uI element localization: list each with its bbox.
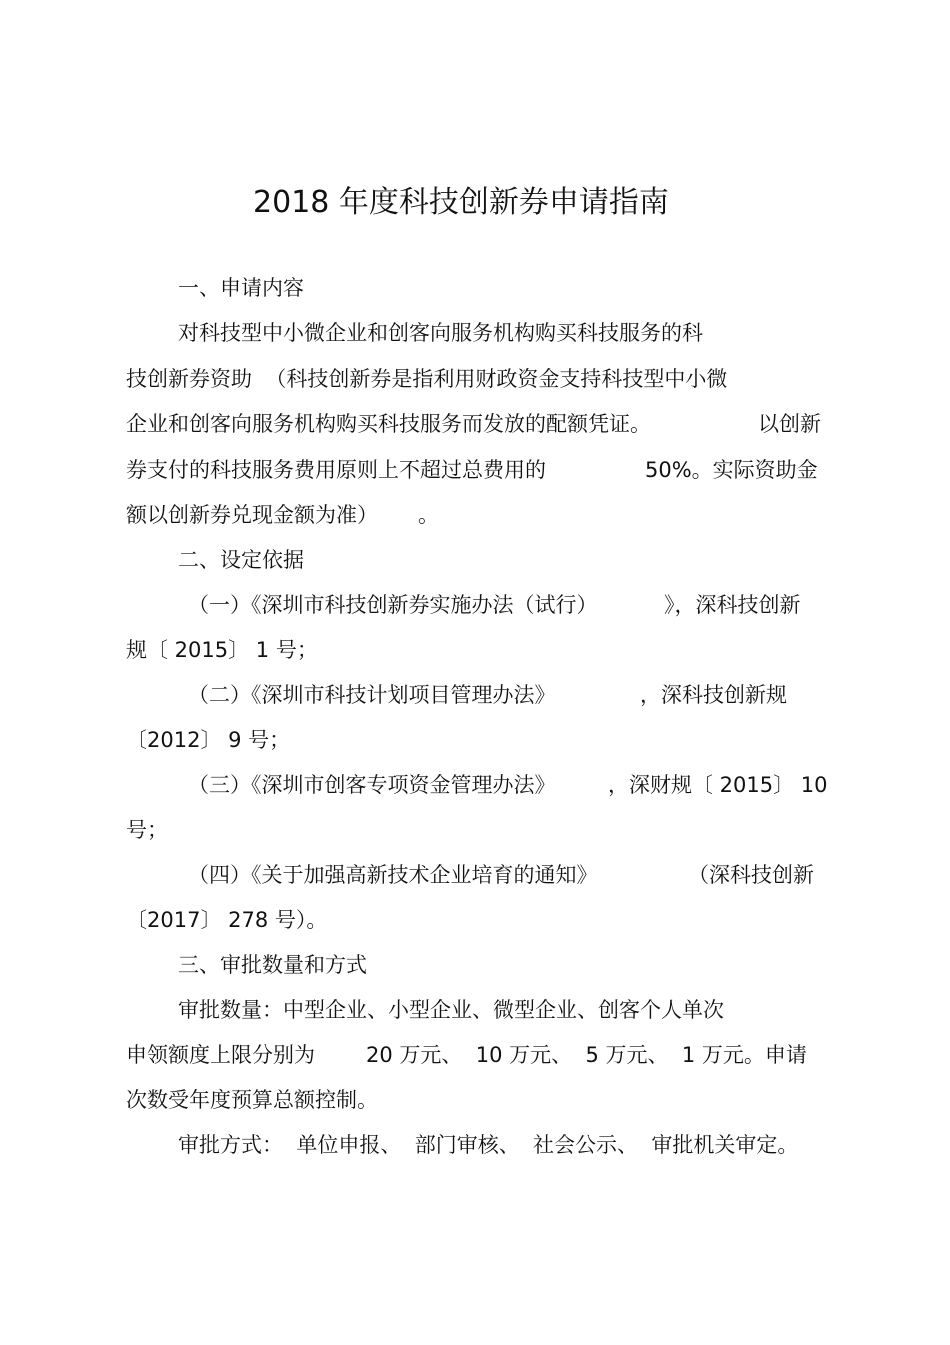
- paragraph-line: 企业和创客向服务机构购买科技服务而发放的配额凭证。: [126, 412, 651, 436]
- list-item-1-fragment: 》，深科技创新: [664, 593, 801, 617]
- section-heading-3: 三、审批数量和方式: [178, 953, 367, 977]
- list-item-3: （三）《深圳市创客专项资金管理办法》: [188, 773, 556, 797]
- list-item-1: （一）《深圳市科技创新券实施办法（试行）: [188, 593, 598, 617]
- paragraph-line-fragment: 以创新: [758, 412, 821, 436]
- paragraph-line: 申领额度上限分别为: [126, 1043, 315, 1067]
- list-item-3-fragment: ，深财规〔 2015〕 10: [608, 773, 828, 797]
- paragraph-line: 额以创新券兑现金额为准）: [126, 503, 378, 527]
- list-item-4: （四）《关于加强高新技术企业培育的通知》: [188, 863, 598, 887]
- paragraph-line: 对科技型中小微企业和创客向服务机构购买科技服务的科: [178, 321, 703, 345]
- list-item-4-continuation: 〔2017〕 278 号）。: [126, 908, 328, 932]
- paragraph-line: 券支付的科技服务费用原则上不超过总费用的: [126, 458, 546, 482]
- paragraph-line: 次数受年度预算总额控制。: [126, 1088, 378, 1112]
- document-title: 2018 年度科技创新券申请指南: [253, 185, 669, 220]
- section-heading-1: 一、申请内容: [178, 276, 304, 300]
- list-item-2: （二）《深圳市科技计划项目管理办法》: [188, 683, 556, 707]
- paragraph-line: 技创新券资助 （科技创新券是指利用财政资金支持科技型中小微: [126, 367, 728, 391]
- section-heading-2: 二、设定依据: [178, 548, 304, 572]
- list-item-1-continuation: 规〔 2015〕 1 号；: [126, 638, 318, 662]
- list-item-4-fragment: （深科技创新: [688, 863, 814, 887]
- paragraph-line-fragment: 50%。实际资助金: [645, 458, 818, 482]
- paragraph-line: 审批数量：中型企业、小型企业、微型企业、创客个人单次: [178, 998, 724, 1022]
- list-item-2-continuation: 〔2012〕 9 号；: [126, 728, 291, 752]
- paragraph-line: 审批方式： 单位申报、 部门审核、 社会公示、 审批机关审定。: [178, 1133, 799, 1157]
- paragraph-line-fragment: 20 万元、 10 万元、 5 万元、 1 万元。申请: [366, 1043, 807, 1067]
- paragraph-line-fragment: 。: [418, 503, 439, 527]
- list-item-2-fragment: ，深科技创新规: [640, 683, 787, 707]
- list-item-3-continuation: 号；: [126, 818, 168, 842]
